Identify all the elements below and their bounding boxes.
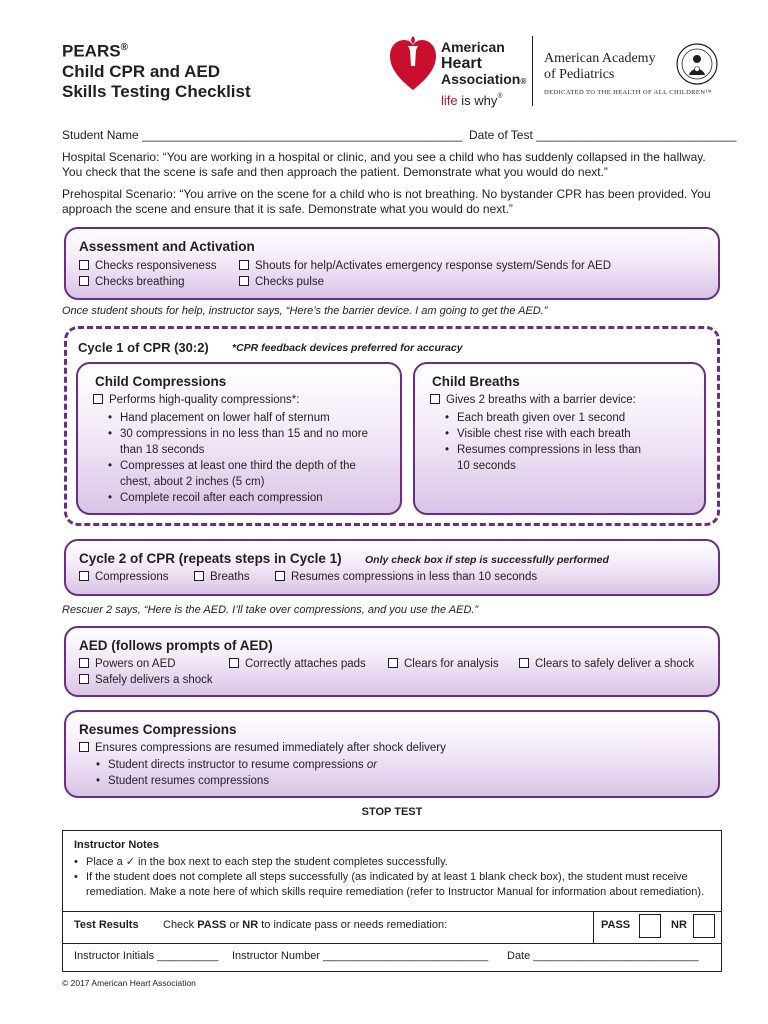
resumes-section — [64, 710, 720, 798]
checkbox[interactable] — [79, 658, 89, 668]
child-compressions-box — [76, 362, 402, 515]
check-clears-analysis[interactable]: Clears for analysis — [388, 658, 499, 670]
student-name-field[interactable]: Student Name ________________________________________________ — [62, 128, 463, 142]
list-item: • If the student does not complete all steps successfully (as indicated by at least 1 blank check box), the student must receive remediation. Make a note here of which skills require remediation (refer to Instructor Manual for information about remediation). — [74, 870, 719, 900]
aap-name: American Academy of Pediatrics — [544, 51, 656, 82]
check-pulse[interactable]: Checks pulse — [239, 276, 324, 288]
divider — [593, 911, 594, 943]
assessment-title: Assessment and Activation — [79, 239, 255, 254]
check-attaches-pads[interactable]: Correctly attaches pads — [229, 658, 366, 670]
check-responsiveness[interactable]: Checks responsiveness — [79, 260, 216, 272]
pass-label: PASS — [601, 919, 631, 931]
divider — [63, 911, 721, 912]
checkbox[interactable] — [79, 674, 89, 684]
aap-seal-icon — [676, 43, 718, 85]
checkbox[interactable] — [194, 571, 204, 581]
list-item: • Resumes compressions in less than 10 seconds — [445, 442, 641, 474]
instructor-initials-field[interactable]: Instructor Initials __________ — [74, 950, 219, 962]
check-cycle2-compressions[interactable]: Compressions — [79, 571, 169, 583]
list-item: • Place a ✓ in the box next to each step the student completes successfully. — [74, 855, 719, 870]
checkbox[interactable] — [79, 571, 89, 581]
checkbox[interactable] — [519, 658, 529, 668]
rescuer-script: Rescuer 2 says, “Here is the AED. I’ll take over compressions, and you use the AED.” — [62, 604, 479, 616]
instructor-script-1: Once student shouts for help, instructor says, “Here’s the barrier device. I am going to get the AED.” — [62, 305, 548, 317]
child-compressions-title: Child Compressions — [95, 374, 227, 389]
date-of-test-field[interactable]: Date of Test ______________________________ — [469, 128, 737, 142]
checkbox[interactable] — [239, 276, 249, 286]
nr-checkbox[interactable] — [693, 914, 715, 938]
checkbox[interactable] — [229, 658, 239, 668]
cycle2-section — [64, 539, 720, 596]
assessment-section — [64, 227, 720, 300]
checkbox[interactable] — [275, 571, 285, 581]
instructor-table — [62, 830, 722, 972]
checkbox[interactable] — [388, 658, 398, 668]
compressions-criteria-list — [108, 410, 368, 506]
aed-section — [64, 626, 720, 697]
date-field[interactable]: Date ___________________________ — [507, 950, 699, 962]
instructor-number-field[interactable]: Instructor Number ___________________________ — [232, 950, 489, 962]
check-shouts-for-help[interactable]: Shouts for help/Activates emergency response system/Sends for AED — [239, 260, 611, 272]
aap-tagline: DEDICATED TO THE HEALTH OF ALL CHILDREN™ — [544, 89, 713, 96]
list-item: • Each breath given over 1 second — [445, 410, 641, 426]
cycle2-note: Only check box if step is successfully performed — [365, 554, 609, 566]
instructor-notes-list — [74, 855, 719, 900]
child-breaths-box — [413, 362, 706, 515]
cycle2-title: Cycle 2 of CPR (repeats steps in Cycle 1) — [79, 551, 342, 566]
resumes-criteria-list — [96, 757, 377, 789]
resumes-title: Resumes Compressions — [79, 722, 237, 737]
check-powers-on-aed[interactable]: Powers on AED — [79, 658, 176, 670]
check-delivers-shock[interactable]: Safely delivers a shock — [79, 674, 213, 686]
check-clears-shock[interactable]: Clears to safely deliver a shock — [519, 658, 694, 670]
aha-name: American Heart Association® — [441, 39, 527, 87]
list-item: • Hand placement on lower half of sternum — [108, 410, 368, 426]
list-item: • Visible chest rise with each breath — [445, 426, 641, 442]
copyright: © 2017 American Heart Association — [62, 978, 196, 988]
page-title: PEARS® Child CPR and AED Skills Testing Checklist — [62, 41, 251, 101]
aha-heart-torch-icon — [388, 36, 438, 92]
check-gives-2-breaths[interactable]: Gives 2 breaths with a barrier device: — [430, 394, 636, 406]
checkbox[interactable] — [79, 742, 89, 752]
check-cycle2-resumes[interactable]: Resumes compressions in less than 10 seconds — [275, 571, 537, 583]
test-results-instructions: Check PASS or NR to indicate pass or needs remediation: — [163, 919, 448, 931]
aed-title: AED (follows prompts of AED) — [79, 638, 273, 653]
list-item: • Complete recoil after each compression — [108, 490, 368, 506]
checkbox[interactable] — [79, 260, 89, 270]
list-item: • Student directs instructor to resume compressions or — [96, 757, 377, 773]
instructor-notes-title: Instructor Notes — [74, 839, 159, 851]
aha-tagline: life is why® — [441, 93, 503, 108]
checkbox[interactable] — [430, 394, 440, 404]
check-breathing[interactable]: Checks breathing — [79, 276, 185, 288]
nr-label: NR — [671, 919, 687, 931]
cycle1-note: *CPR feedback devices preferred for accuracy — [232, 342, 463, 354]
logo-divider — [532, 36, 533, 106]
stop-test: STOP TEST — [361, 806, 423, 818]
list-item: • Student resumes compressions — [96, 773, 377, 789]
child-breaths-title: Child Breaths — [432, 374, 520, 389]
test-results-label: Test Results — [74, 919, 139, 931]
check-ensures-resumed[interactable]: Ensures compressions are resumed immediately after shock delivery — [79, 742, 446, 754]
prehospital-scenario: Prehospital Scenario: “You arrive on the scene for a child who is not breathing. No bystander CPR has been provided. You approach the scene and ensure that it is safe. Demonstrate what you would do next.” — [62, 187, 711, 216]
checkbox[interactable] — [93, 394, 103, 404]
divider — [63, 943, 721, 944]
checkbox[interactable] — [239, 260, 249, 270]
check-high-quality-compressions[interactable]: Performs high-quality compressions*: — [93, 394, 299, 406]
list-item: • 30 compressions in no less than 15 and no more than 18 seconds — [108, 426, 368, 458]
pass-checkbox[interactable] — [639, 914, 661, 938]
hospital-scenario: Hospital Scenario: “You are working in a hospital or clinic, and you see a child who has suddenly collapsed in the hallway. You check that the scene is safe and then approach the patient. Demonstrate what you would do next.” — [62, 150, 706, 179]
checkbox[interactable] — [79, 276, 89, 286]
list-item: • Compresses at least one third the depth of the chest, about 2 inches (5 cm) — [108, 458, 368, 490]
check-cycle2-breaths[interactable]: Breaths — [194, 571, 250, 583]
cycle1-title: Cycle 1 of CPR (30:2) — [78, 340, 209, 355]
breaths-criteria-list — [445, 410, 641, 474]
